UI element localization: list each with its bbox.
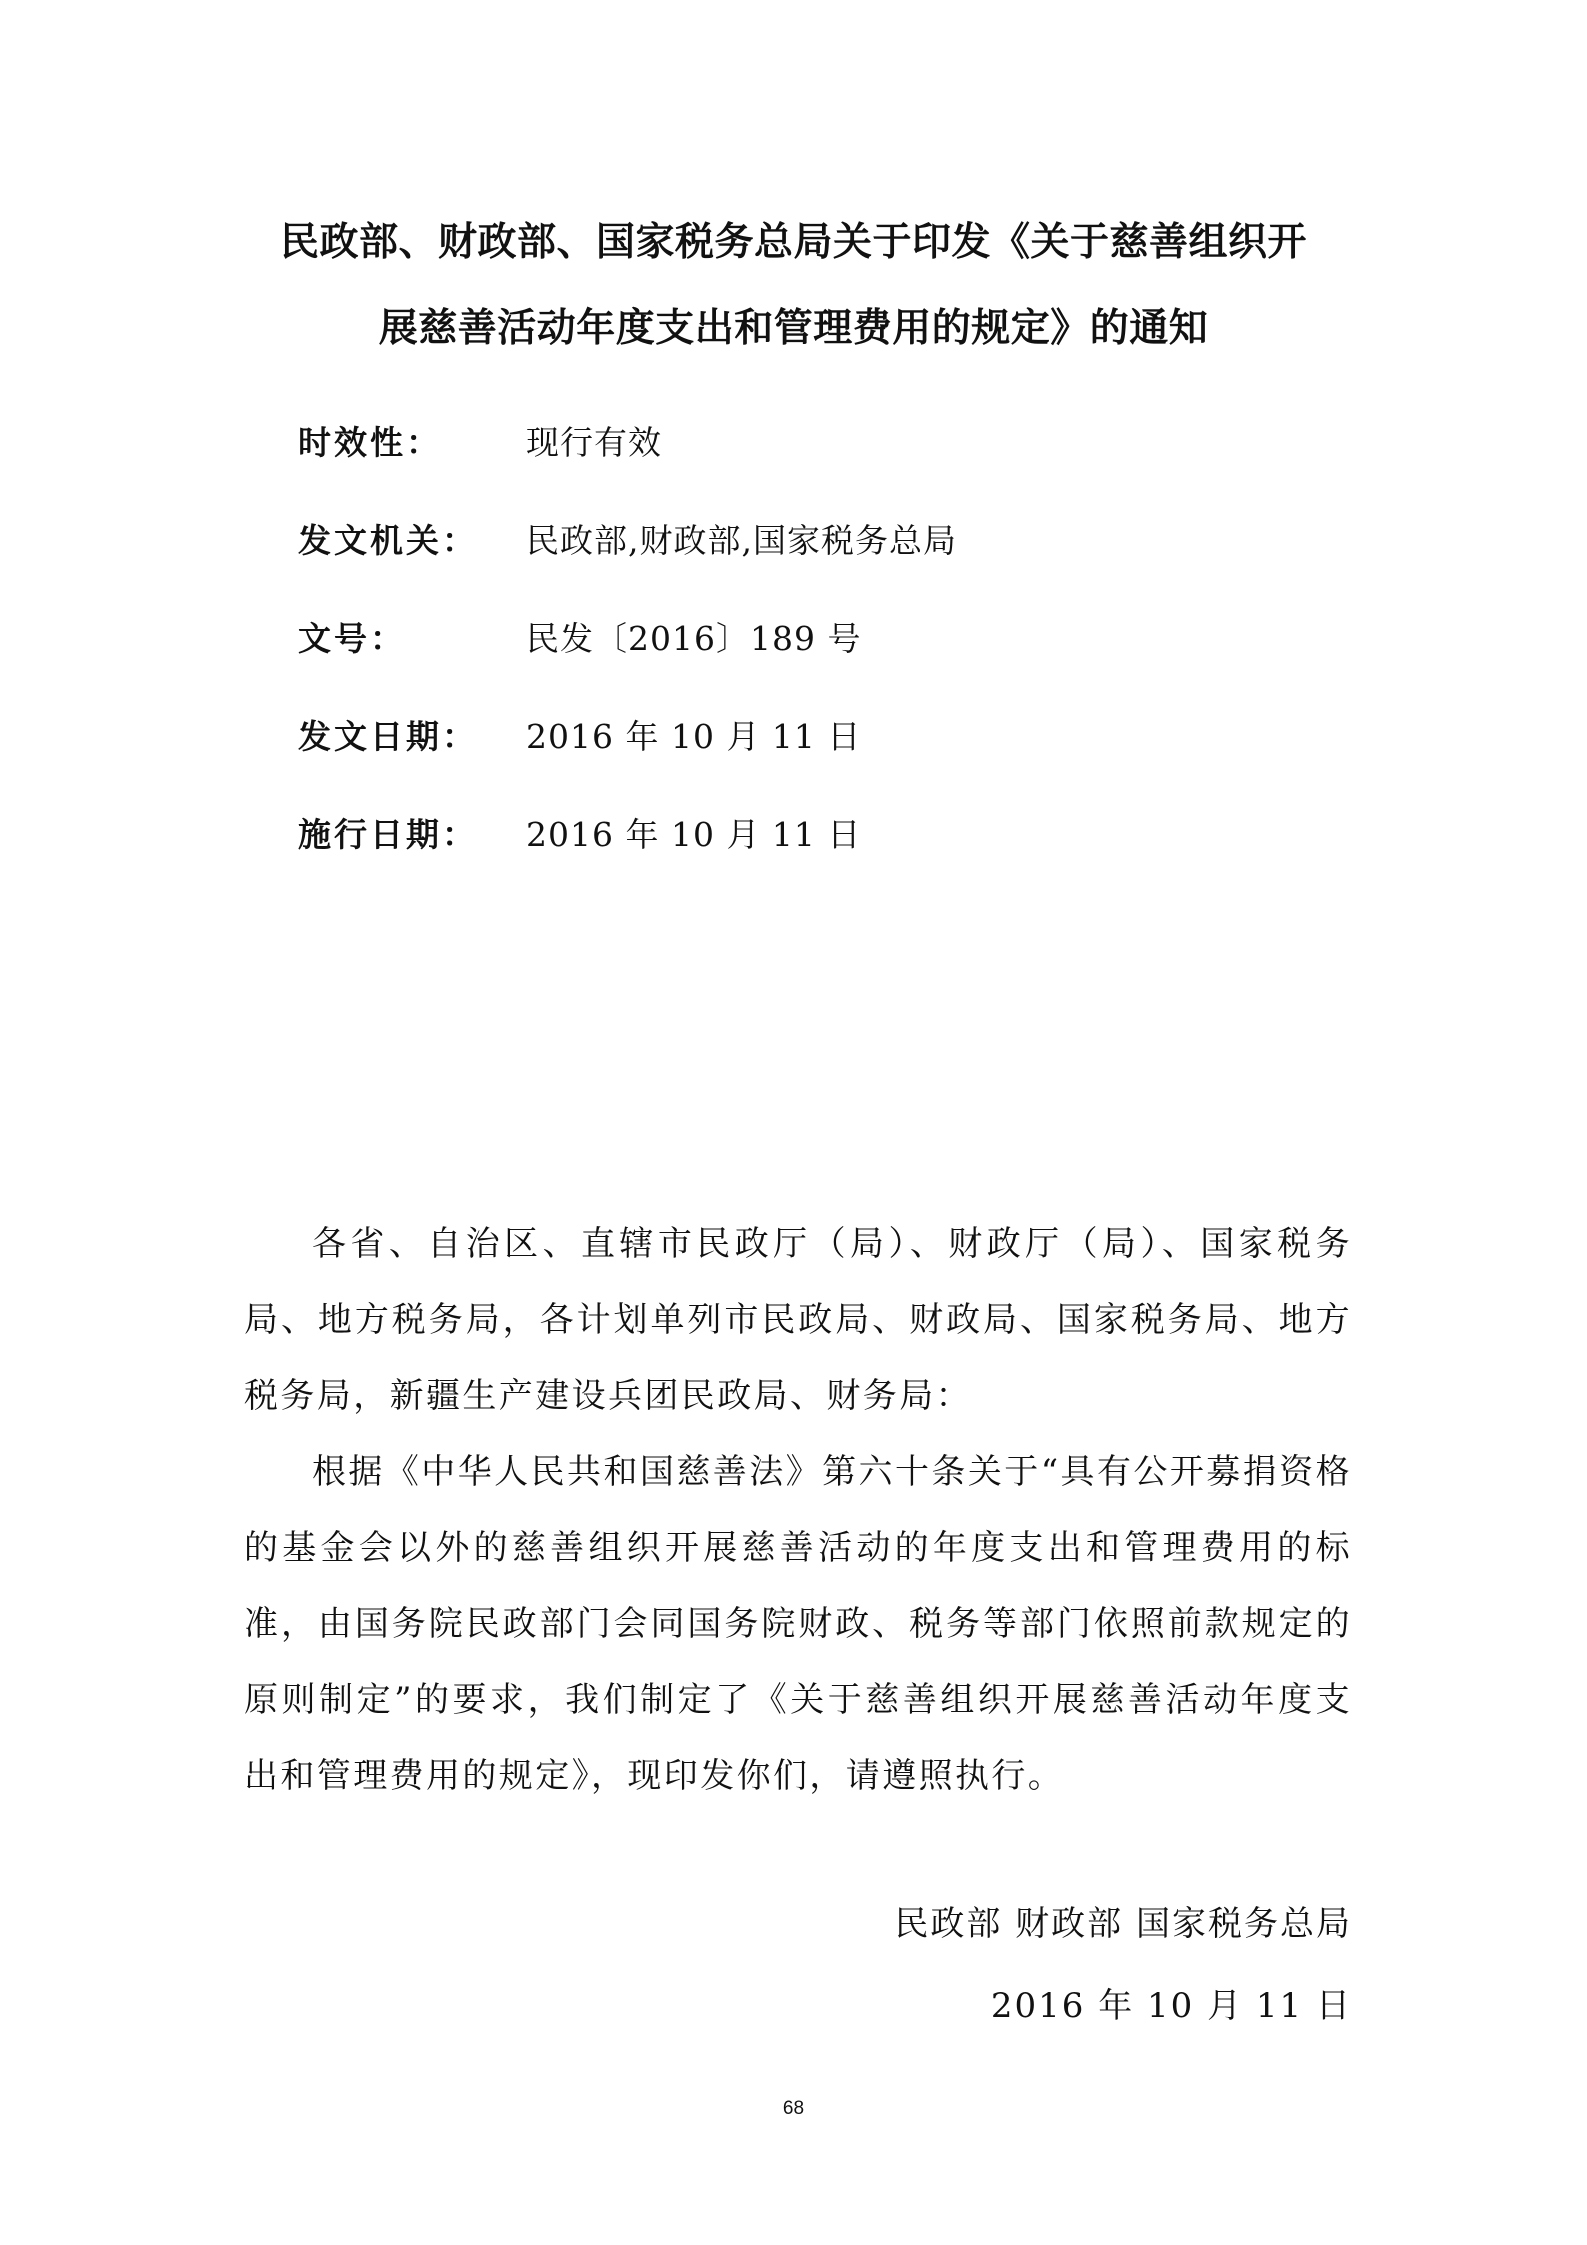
- meta-label: 文号：: [298, 619, 406, 658]
- addressee-paragraph: 各省、自治区、直辖市民政厅（局）、财政厅（局）、国家税务局、地方税务局，各计划单列市民政局、财政局、国家税务局、地方税务局，新疆生产建设兵团民政局、财务局：: [244, 1224, 1352, 1416]
- meta-value: 2016 年 10 月 11 日: [526, 815, 862, 854]
- main-paragraph: 根据《中华人民共和国慈善法》第六十条关于“具有公开募捐资格的基金会以外的慈善组织开展慈善活动的年度支出和管理费用的标准，由国务院民政部门会同国务院财政、税务等部门依照前款规定的原则制定”的要求，我们制定了《关于慈善组织开展慈善活动年度支出和管理费用的规定》，现印发你们，请遵照执行。: [244, 1452, 1352, 1796]
- signature-issuers: 民政部 财政部 国家税务总局: [894, 1904, 1352, 1944]
- meta-label: 发文日期：: [298, 717, 478, 756]
- meta-label: 发文机关：: [298, 521, 478, 560]
- meta-value: 民政部,财政部,国家税务总局: [526, 521, 957, 560]
- meta-label: 施行日期：: [298, 815, 478, 854]
- document-title: [200, 200, 1387, 372]
- meta-value: 民发〔2016〕189 号: [526, 619, 862, 658]
- signature-date: 2016 年 10 月 11 日: [990, 1986, 1352, 2026]
- page-number: 68: [782, 2098, 805, 2119]
- document-body: [244, 1206, 1352, 1814]
- meta-label: 时效性：: [298, 423, 442, 462]
- meta-value: 现行有效: [526, 423, 662, 462]
- meta-value: 2016 年 10 月 11 日: [526, 717, 862, 756]
- title-line-2: 展慈善活动年度支出和管理费用的规定》的通知: [378, 306, 1209, 351]
- title-line-1: 民政部、财政部、国家税务总局关于印发《关于慈善组织开: [279, 220, 1307, 265]
